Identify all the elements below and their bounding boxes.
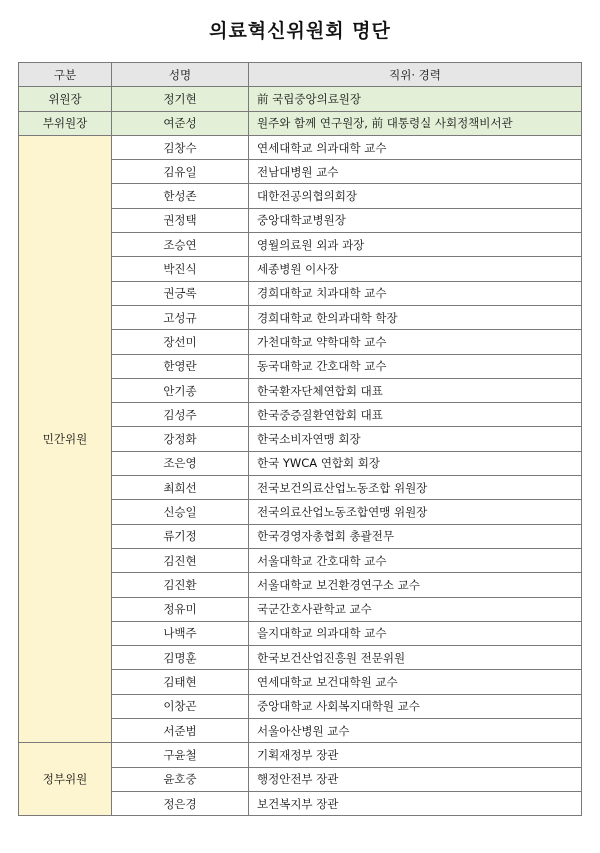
role-cell: 대한전공의협의회장: [249, 184, 582, 208]
role-cell: 동국대학교 간호대학 교수: [249, 354, 582, 378]
name-cell: 김태현: [112, 670, 249, 694]
role-cell: 경희대학교 한의과대학 학장: [249, 305, 582, 329]
role-cell: 원주와 함께 연구원장, 前 대통령실 사회정책비서관: [249, 111, 582, 135]
table-header-row: [19, 63, 582, 87]
name-cell: 김진현: [112, 548, 249, 572]
name-cell: 한성존: [112, 184, 249, 208]
role-cell: 경희대학교 치과대학 교수: [249, 281, 582, 305]
name-cell: 이창곤: [112, 694, 249, 718]
role-cell: 서울아산병원 교수: [249, 719, 582, 743]
group-label-cell: 민간위원: [19, 135, 112, 742]
name-cell: 최희선: [112, 476, 249, 500]
name-cell: 정은경: [112, 791, 249, 815]
name-cell: 조승연: [112, 233, 249, 257]
name-cell: 안기종: [112, 378, 249, 402]
name-cell: 장선미: [112, 330, 249, 354]
committee-roster-table: [18, 62, 582, 816]
name-cell: 김창수: [112, 135, 249, 159]
role-cell: 한국환자단체연합회 대표: [249, 378, 582, 402]
name-cell: 강정화: [112, 427, 249, 451]
role-cell: 전남대병원 교수: [249, 160, 582, 184]
name-cell: 나백주: [112, 621, 249, 645]
name-cell: 박진식: [112, 257, 249, 281]
table-row: [19, 743, 582, 767]
role-cell: 행정안전부 장관: [249, 767, 582, 791]
role-cell: 세종병원 이사장: [249, 257, 582, 281]
name-cell: 권정택: [112, 208, 249, 232]
name-cell: 김진환: [112, 573, 249, 597]
header-name: 성명: [112, 63, 249, 87]
role-cell: 前 국립중앙의료원장: [249, 87, 582, 111]
name-cell: 윤호중: [112, 767, 249, 791]
name-cell: 정기현: [112, 87, 249, 111]
group-cell: 위원장: [19, 87, 112, 111]
role-cell: 전국보건의료산업노동조합 위원장: [249, 476, 582, 500]
group-label-cell: 정부위원: [19, 743, 112, 816]
group-cell: 부위원장: [19, 111, 112, 135]
roster-body: [19, 87, 582, 816]
name-cell: 한영란: [112, 354, 249, 378]
role-cell: 국군간호사관학교 교수: [249, 597, 582, 621]
table-row-vice-chair: [19, 111, 582, 135]
role-cell: 기획재정부 장관: [249, 743, 582, 767]
role-cell: 한국 YWCA 연합회 회장: [249, 451, 582, 475]
name-cell: 류기정: [112, 524, 249, 548]
role-cell: 연세대학교 보건대학원 교수: [249, 670, 582, 694]
role-cell: 한국보건산업진흥원 전문위원: [249, 646, 582, 670]
role-cell: 한국소비자연맹 회장: [249, 427, 582, 451]
role-cell: 중앙대학교 사회복지대학원 교수: [249, 694, 582, 718]
role-cell: 영월의료원 외과 과장: [249, 233, 582, 257]
role-cell: 한국경영자총협회 총괄전무: [249, 524, 582, 548]
role-cell: 전국의료산업노동조합연맹 위원장: [249, 500, 582, 524]
role-cell: 서울대학교 간호대학 교수: [249, 548, 582, 572]
name-cell: 정유미: [112, 597, 249, 621]
name-cell: 고성규: [112, 305, 249, 329]
role-cell: 보건복지부 장관: [249, 791, 582, 815]
name-cell: 구윤철: [112, 743, 249, 767]
name-cell: 김유일: [112, 160, 249, 184]
role-cell: 을지대학교 의과대학 교수: [249, 621, 582, 645]
name-cell: 권긍록: [112, 281, 249, 305]
role-cell: 연세대학교 의과대학 교수: [249, 135, 582, 159]
role-cell: 중앙대학교병원장: [249, 208, 582, 232]
name-cell: 김명훈: [112, 646, 249, 670]
name-cell: 조은영: [112, 451, 249, 475]
name-cell: 김성주: [112, 403, 249, 427]
name-cell: 신승일: [112, 500, 249, 524]
role-cell: 가천대학교 약학대학 교수: [249, 330, 582, 354]
role-cell: 서울대학교 보건환경연구소 교수: [249, 573, 582, 597]
header-group: 구분: [19, 63, 112, 87]
table-row-chair: [19, 87, 582, 111]
name-cell: 여준성: [112, 111, 249, 135]
page-title: 의료혁신위원회 명단: [209, 20, 391, 42]
name-cell: 서준범: [112, 719, 249, 743]
role-cell: 한국중증질환연합회 대표: [249, 403, 582, 427]
header-role: 직위· 경력: [249, 63, 582, 87]
table-row: [19, 135, 582, 159]
